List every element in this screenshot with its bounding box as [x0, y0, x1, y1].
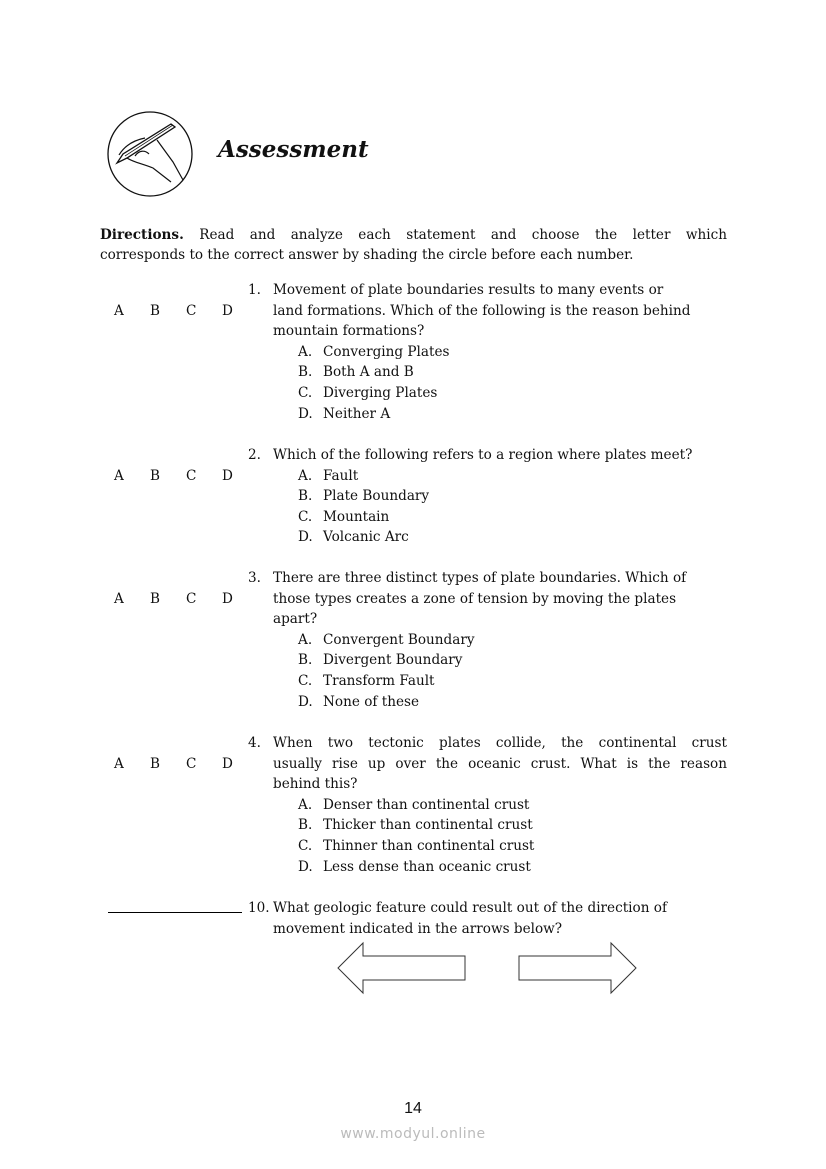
option-text: Both A and B — [323, 364, 414, 381]
question-stem-line: Movement of plate boundaries results to many events or — [273, 282, 664, 298]
option-letter: C. — [298, 508, 313, 525]
answer-choice-c[interactable]: C — [186, 467, 197, 484]
option-letter: A. — [298, 631, 313, 648]
page-title: Assessment — [218, 136, 369, 163]
option-letter: B. — [298, 652, 313, 669]
question-stem-line: mountain formations? — [273, 323, 425, 340]
option-letter: D. — [298, 529, 313, 546]
question-stem-line: There are three distinct types of plate boundaries. Which of — [273, 570, 687, 586]
option-text: Fault — [323, 467, 359, 484]
option-text: None of these — [323, 693, 420, 710]
answer-choice-c[interactable]: C — [186, 302, 197, 319]
directions-line-1 — [100, 225, 727, 245]
option-letter: D. — [298, 693, 313, 710]
option-text: Thinner than continental crust — [323, 838, 535, 854]
question-stem-line: apart? — [273, 611, 318, 628]
question-10-number: 10. — [248, 900, 270, 916]
question-10-stem-line: movement indicated in the arrows below? — [273, 921, 563, 937]
directions-label: Directions. — [100, 227, 184, 243]
answer-choice-b[interactable]: B — [150, 302, 160, 319]
answer-choice-a[interactable]: A — [114, 590, 124, 607]
question-stem-line: behind this? — [273, 776, 358, 793]
question-stem-line: usually rise up over the oceanic crust. What is the reason — [273, 755, 727, 772]
option-letter: C. — [298, 673, 313, 689]
option-letter: C. — [298, 838, 313, 854]
option-text: Converging Plates — [323, 343, 450, 360]
left-arrow-icon — [338, 943, 465, 993]
question-number: 1. — [248, 282, 261, 298]
option-text: Plate Boundary — [323, 488, 430, 505]
answer-choice-a[interactable]: A — [114, 755, 124, 772]
answer-choice-d[interactable]: D — [222, 590, 233, 607]
option-letter: D. — [298, 405, 313, 422]
option-letter: A. — [298, 796, 313, 813]
question-number: 2. — [248, 447, 261, 463]
question-number: 4. — [248, 735, 261, 751]
answer-choice-c[interactable]: C — [186, 755, 197, 772]
option-letter: B. — [298, 364, 313, 381]
option-letter: B. — [298, 817, 313, 834]
option-letter: A. — [298, 343, 313, 360]
option-text: Neither A — [323, 405, 391, 422]
option-text: Thicker than continental crust — [323, 817, 533, 834]
answer-choice-a[interactable]: A — [114, 302, 124, 319]
answer-choice-a[interactable]: A — [114, 467, 124, 484]
option-text: Diverging Plates — [323, 385, 438, 401]
answer-choice-b[interactable]: B — [150, 467, 160, 484]
answer-choice-d[interactable]: D — [222, 755, 233, 772]
question-stem-line: those types creates a zone of tension by moving the plates — [273, 590, 677, 607]
option-text: Transform Fault — [323, 673, 435, 689]
page-number: 14 — [404, 1100, 422, 1117]
question-stem-line: When two tectonic plates collide, the continental crust — [273, 735, 727, 751]
right-arrow-icon — [519, 943, 636, 993]
diverging-arrows-figure — [335, 940, 640, 998]
option-letter: B. — [298, 488, 313, 505]
option-letter: C. — [298, 385, 313, 401]
answer-choice-d[interactable]: D — [222, 302, 233, 319]
answer-choice-d[interactable]: D — [222, 467, 233, 484]
question-stem-line: land formations. Which of the following is the reason behind — [273, 302, 691, 319]
answer-choice-b[interactable]: B — [150, 755, 160, 772]
question-10-stem-line: What geologic feature could result out of the direction of — [273, 900, 667, 916]
option-text: Less dense than oceanic crust — [323, 858, 531, 875]
directions-line-2: corresponds to the correct answer by shading the circle before each number. — [100, 247, 634, 263]
option-text: Divergent Boundary — [323, 652, 463, 669]
answer-blank-line[interactable] — [108, 912, 242, 913]
directions-text: Read and analyze each statement and choose the letter which — [199, 227, 727, 243]
option-letter: D. — [298, 858, 313, 875]
question-number: 3. — [248, 570, 261, 586]
option-text: Volcanic Arc — [323, 529, 409, 546]
option-text: Mountain — [323, 508, 390, 525]
answer-choice-c[interactable]: C — [186, 590, 197, 607]
answer-choice-b[interactable]: B — [150, 590, 160, 607]
option-letter: A. — [298, 467, 313, 484]
question-stem-line: Which of the following refers to a region where plates meet? — [273, 447, 693, 463]
hand-writing-pencil-icon — [105, 110, 195, 198]
option-text: Convergent Boundary — [323, 631, 475, 648]
option-text: Denser than continental crust — [323, 796, 530, 813]
watermark: www.modyul.online — [340, 1126, 486, 1142]
